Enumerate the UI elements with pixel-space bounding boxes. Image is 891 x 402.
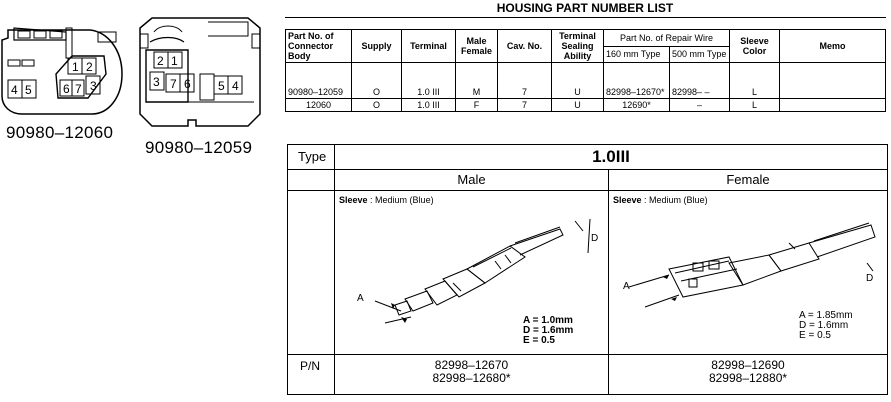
pin-label: 2 (86, 60, 93, 74)
cell-memo (780, 63, 886, 99)
pin-label: 1 (171, 54, 178, 68)
pin-label: 5 (25, 83, 32, 97)
pin-label: 7 (75, 82, 82, 96)
female-pn-cell (609, 355, 888, 395)
pin-label: 3 (153, 75, 160, 89)
cell-part-no: 90980–12059 (286, 63, 352, 99)
female-dim-letter-d: D (866, 273, 874, 284)
cell-male-female: M (456, 63, 498, 99)
sleeve-label: Sleeve (339, 195, 368, 205)
male-dimensions (523, 316, 573, 346)
header-memo: Memo (780, 30, 886, 63)
male-header: Male (335, 170, 609, 191)
table-row (286, 63, 886, 99)
female-header: Female (609, 170, 888, 191)
female-dim-letter-a: A (623, 281, 630, 292)
gender-header-row (288, 170, 888, 191)
cell-supply: O (352, 99, 402, 112)
cell-wire-160: 12690* (604, 99, 670, 112)
header-cav-no: Cav. No. (498, 30, 552, 63)
header-male-female: Male Female (456, 30, 498, 63)
cell-male-female: F (456, 99, 498, 112)
pin-label: 4 (11, 83, 18, 97)
cell-cav-no: 7 (498, 99, 552, 112)
male-drawing-cell (335, 191, 609, 355)
dim-line: D = 1.6mm (799, 320, 849, 331)
cell-terminal: 1.0 III (402, 99, 456, 112)
cell-wire-500: 82998– – (670, 63, 730, 99)
type-value: 1.0III (335, 145, 888, 170)
housing-table (285, 29, 886, 112)
header-supply: Supply (352, 30, 402, 63)
pin-label: 3 (90, 79, 97, 93)
connector-12060-drawing (0, 18, 125, 118)
cell-sealing: U (552, 99, 604, 112)
male-pn: 82998–12670 (434, 358, 509, 372)
female-drawing-cell (609, 191, 888, 355)
pin-label: 5 (218, 79, 225, 93)
cell-sealing: U (552, 63, 604, 99)
pn-label: P/N (288, 355, 335, 395)
header-repair-wire: Part No. of Repair Wire (604, 30, 730, 47)
dim-line: E = 0.5 (523, 335, 555, 346)
male-pn: 82998–12680* (432, 371, 511, 385)
pn-row (288, 355, 888, 395)
table-row (286, 99, 886, 112)
male-dim-letter-d: D (591, 233, 599, 244)
header-sleeve-color: Sleeve Color (730, 30, 780, 63)
cell-wire-160: 82998–12670* (604, 63, 670, 99)
header-terminal: Terminal (402, 30, 456, 63)
male-dim-letter-a: A (357, 293, 364, 304)
dim-line: E = 0.5 (799, 330, 831, 341)
blank-cell (288, 170, 335, 191)
sleeve-value: : Medium (Blue) (644, 195, 708, 205)
type-row (288, 145, 888, 170)
header-160mm: 160 mm Type (604, 46, 670, 63)
header-part-no: Part No. of Connector Body (286, 30, 352, 63)
connector-12059-drawing (130, 14, 270, 136)
male-pn-cell (335, 355, 609, 395)
housing-header-row (286, 30, 886, 47)
drawing-row (288, 191, 888, 355)
terminal-table (287, 144, 888, 395)
header-500mm: 500 mm Type (670, 46, 730, 63)
housing-title: HOUSING PART NUMBER LIST (496, 1, 674, 15)
connector-12059-label: 90980–12059 (145, 138, 253, 157)
pin-label: 6 (63, 82, 70, 96)
title-rule (285, 17, 886, 18)
header-sealing: Terminal Sealing Ability (552, 30, 604, 63)
connector-12060-label: 90980–12060 (6, 123, 114, 142)
cell-sleeve-color: L (730, 99, 780, 112)
female-pn: 82998–12880* (708, 371, 788, 385)
dim-line: A = 1.0mm (523, 315, 573, 326)
pin-label: 4 (232, 79, 239, 93)
cell-memo (780, 99, 886, 112)
sleeve-value: : Medium (Blue) (370, 195, 434, 205)
female-pn: 82998–12690 (711, 358, 785, 372)
cell-terminal: 1.0 III (402, 63, 456, 99)
pin-label: 2 (157, 54, 164, 68)
type-label: Type (288, 145, 335, 170)
blank-cell (288, 191, 335, 355)
dim-line: D = 1.6mm (523, 325, 574, 336)
female-dimensions (799, 311, 853, 341)
dim-line: A = 1.85mm (799, 310, 853, 321)
pin-label: 6 (184, 77, 191, 91)
cell-supply: O (352, 63, 402, 99)
pin-label: 1 (72, 60, 79, 74)
cell-part-no: 12060 (286, 99, 352, 112)
pin-label: 7 (170, 77, 177, 91)
cell-cav-no: 7 (498, 63, 552, 99)
cell-wire-500: – (670, 99, 730, 112)
sleeve-label: Sleeve (613, 195, 642, 205)
cell-sleeve-color: L (730, 63, 780, 99)
